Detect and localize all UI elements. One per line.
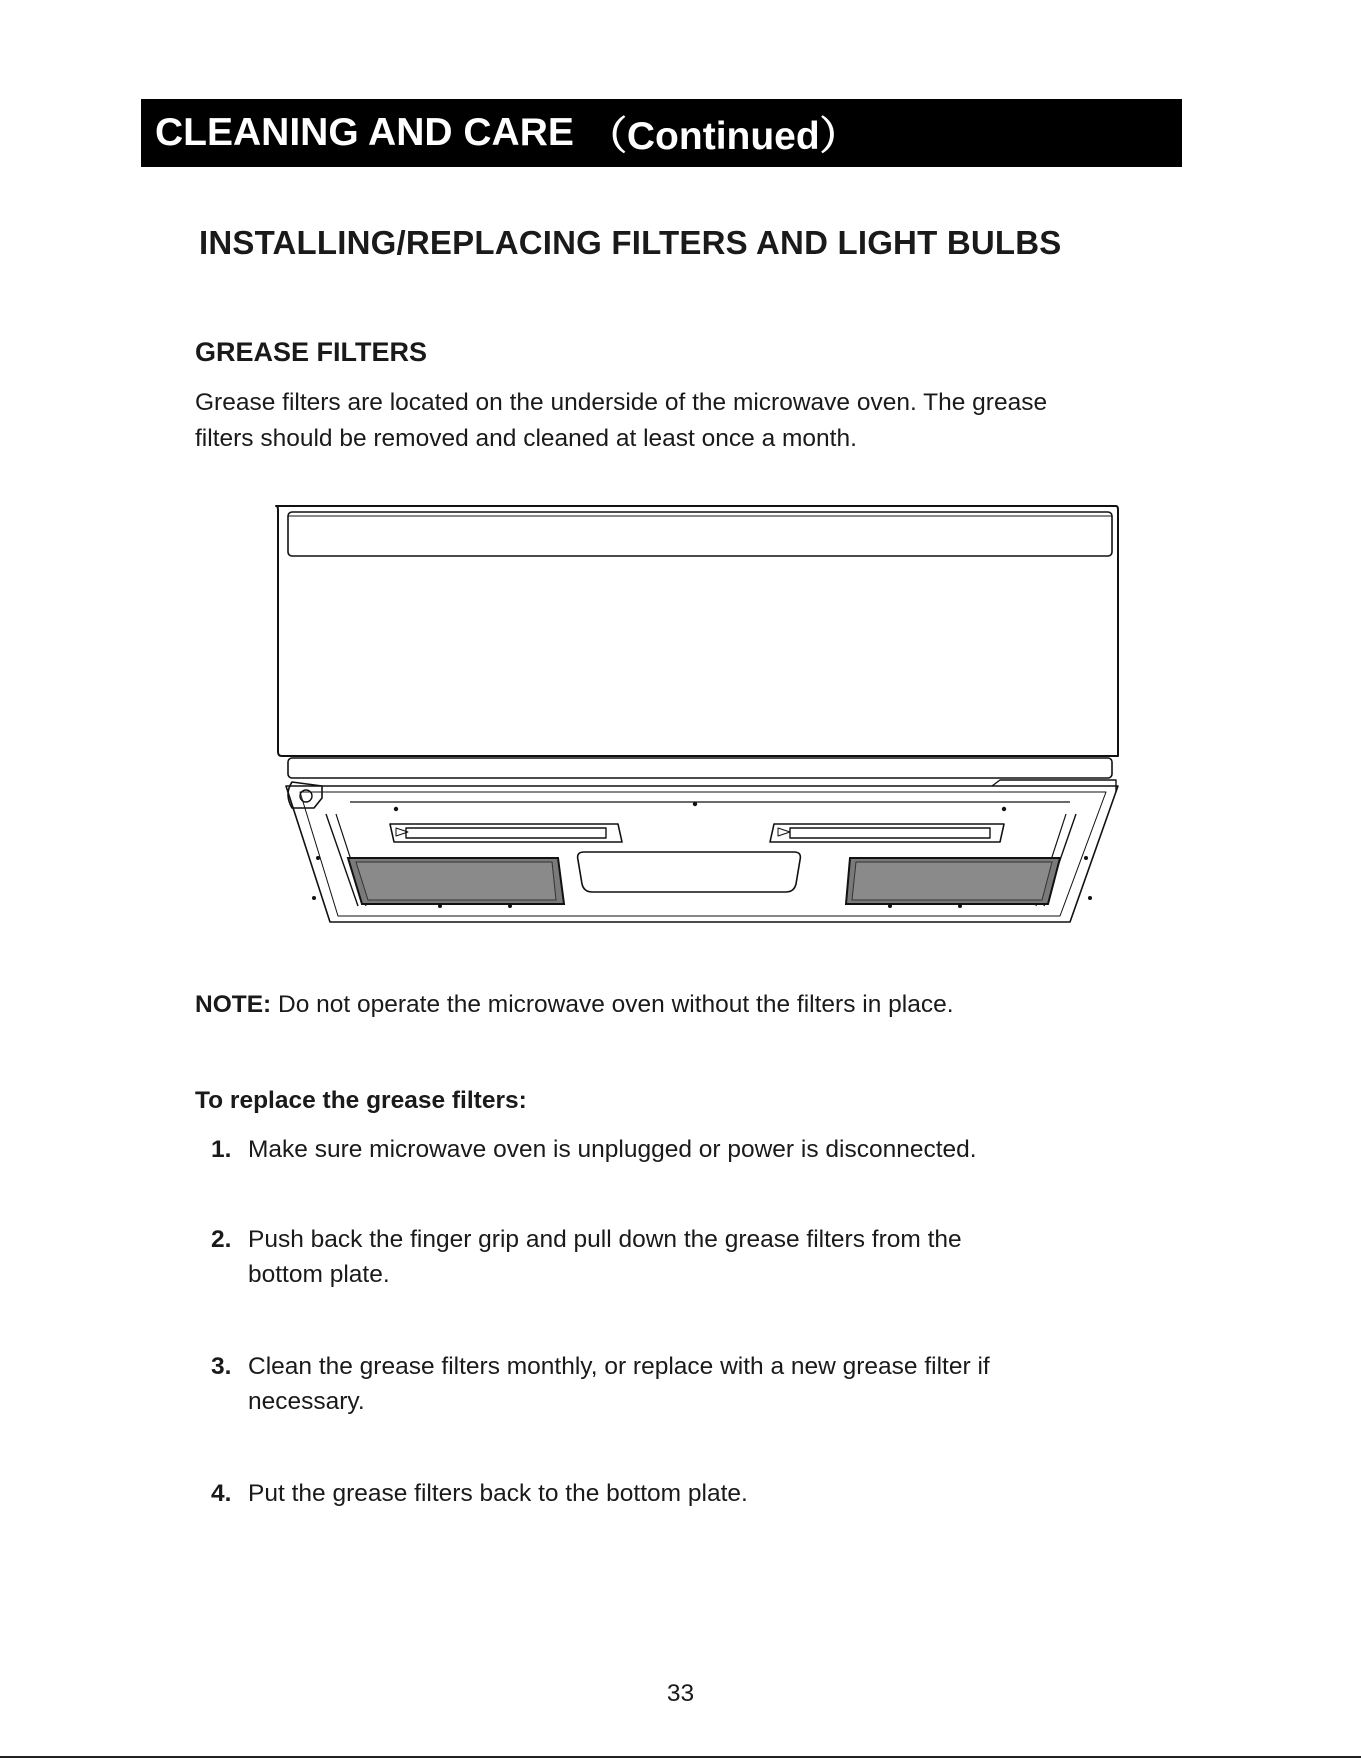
- bottom-rule: [0, 1756, 1361, 1758]
- note-label: NOTE:: [195, 991, 272, 1018]
- note-text: [195, 991, 954, 1019]
- bottom-trim: [288, 758, 1112, 778]
- intro-line: Grease filters are located on the underside of the microwave oven. The grease: [195, 389, 1048, 416]
- finger-grip-right: [770, 824, 1004, 842]
- note-body: Do not operate the microwave oven without the filters in place.: [271, 991, 954, 1018]
- grease-filters-intro: [195, 385, 1155, 457]
- step-number: 3.: [211, 1353, 232, 1380]
- step-line: necessary.: [248, 1388, 365, 1415]
- microwave-body-outline: [276, 506, 1118, 756]
- steps-heading: To replace the grease filters:: [195, 1087, 527, 1114]
- step-number: 4.: [211, 1480, 232, 1507]
- header-title: CLEANING AND CARE: [155, 111, 574, 154]
- section-title: INSTALLING/REPLACING FILTERS AND LIGHT BULBS: [199, 224, 1062, 261]
- step-text: [248, 1132, 1108, 1167]
- step-line: Clean the grease filters monthly, or replace with a new grease filter if: [248, 1353, 990, 1380]
- step-line: bottom plate.: [248, 1261, 390, 1288]
- step-text: [248, 1222, 1108, 1292]
- step-text: [248, 1476, 1108, 1511]
- header-continued: （Continued）: [587, 115, 859, 158]
- step-line: Push back the finger grip and pull down the grease filters from the: [248, 1226, 962, 1253]
- page-header-bar: [141, 99, 1182, 167]
- step-line: Put the grease filters back to the bottom plate.: [248, 1480, 748, 1507]
- microwave-underside-illustration: [270, 502, 1130, 936]
- step-line: Make sure microwave oven is unplugged or power is disconnected.: [248, 1136, 977, 1163]
- step-number: 2.: [211, 1226, 232, 1253]
- intro-line: filters should be removed and cleaned at least once a month.: [195, 425, 857, 452]
- grease-filters-heading: GREASE FILTERS: [195, 337, 428, 367]
- step-text: [248, 1349, 1108, 1419]
- page-number: 33: [666, 1680, 695, 1707]
- top-trim: [288, 512, 1112, 556]
- step-number: 1.: [211, 1136, 232, 1163]
- center-recess: [578, 852, 801, 892]
- finger-grip-left: [390, 824, 622, 842]
